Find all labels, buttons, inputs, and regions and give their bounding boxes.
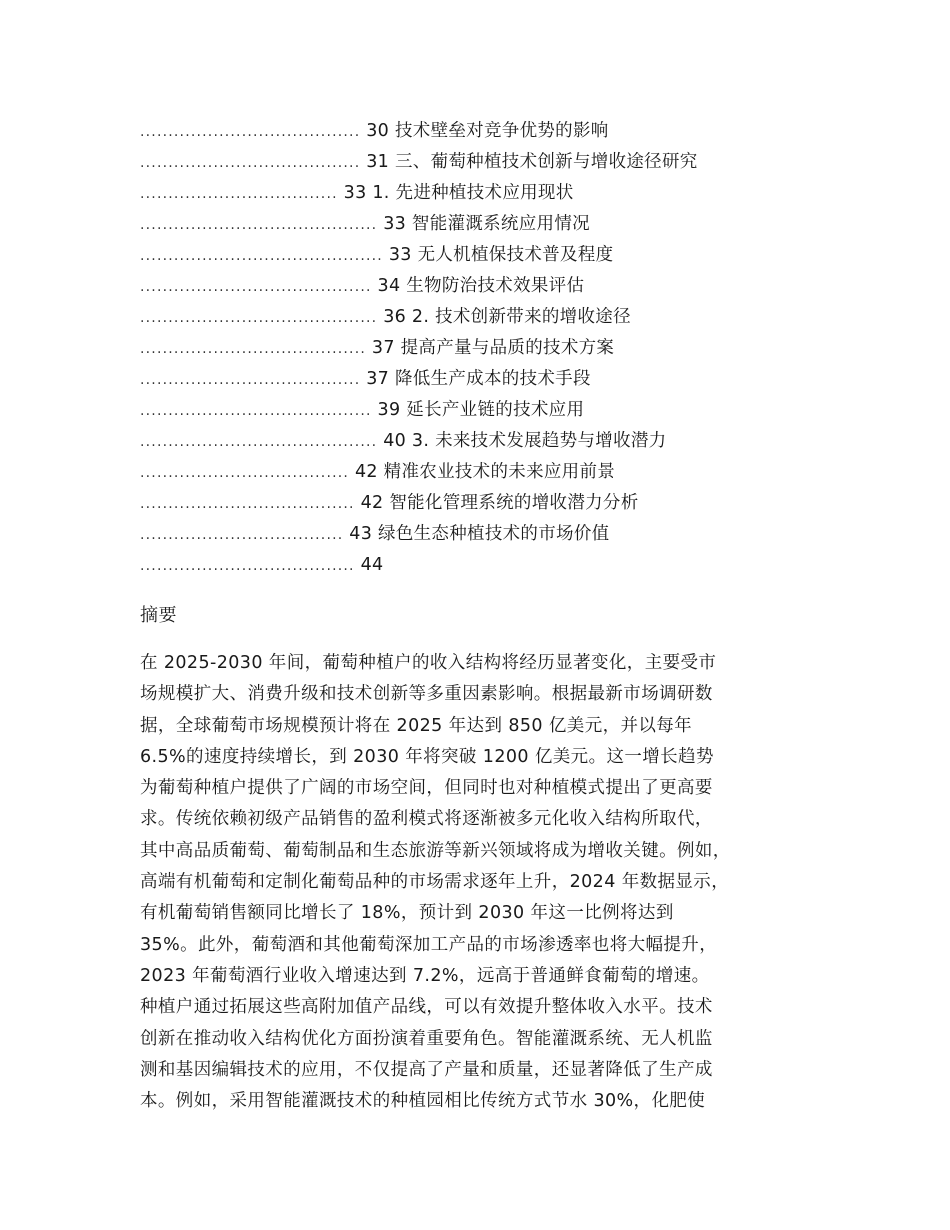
paragraph-line: 为葡萄种植户提供了广阔的市场空间，但同时也对种植模式提出了更高要: [140, 778, 713, 799]
section-heading-abstract: 摘要: [140, 605, 177, 626]
toc-entry[interactable]: [140, 271, 820, 302]
toc-entry-text: 33 1. 先进种植技术应用现状: [343, 183, 574, 203]
toc-entry[interactable]: [140, 426, 820, 457]
toc-entry[interactable]: [140, 364, 820, 395]
toc-entry[interactable]: [140, 488, 820, 519]
toc-entry[interactable]: [140, 302, 820, 333]
toc-leader-dots: .......................................: [140, 372, 361, 388]
paragraph-line: 有机葡萄销售额同比增长了 18%，预计到 2030 年这一比例将达到: [140, 903, 674, 924]
toc-entry[interactable]: [140, 178, 820, 209]
toc-entry[interactable]: [140, 147, 820, 178]
toc-entry[interactable]: [140, 209, 820, 240]
toc-entry[interactable]: [140, 550, 820, 581]
paragraph-line: 据，全球葡萄市场规模预计将在 2025 年达到 850 亿美元，并以每年: [140, 715, 693, 736]
paragraph-line: 高端有机葡萄和定制化葡萄品种的市场需求逐年上升，2024 年数据显示，: [140, 872, 730, 893]
toc-entry-text: 43 绿色生态种植技术的市场价值: [349, 524, 610, 544]
paragraph-line: 种植户通过拓展这些高附加值产品线，可以有效提升整体收入水平。技术: [140, 997, 713, 1018]
paragraph-line: 求。传统依赖初级产品销售的盈利模式将逐渐被多元化收入结构所取代，: [140, 809, 713, 830]
paragraph-line: 本。例如，采用智能灌溉技术的种植园相比传统方式节水 30%，化肥使: [140, 1091, 706, 1112]
toc-entry[interactable]: [140, 519, 820, 550]
toc-leader-dots: ........................................: [140, 341, 367, 357]
toc-entry-text: 30 技术壁垒对竞争优势的影响: [366, 121, 609, 141]
paragraph-line: 其中高品质葡萄、葡萄制品和生态旅游等新兴领域将成为增收关键。例如，: [140, 840, 731, 861]
toc-entry-text: 37 提高产量与品质的技术方案: [371, 338, 615, 358]
paragraph-line: 35%。此外，葡萄酒和其他葡萄深加工产品的市场渗透率也将大幅提升，: [140, 934, 718, 955]
toc-entry-text: 40 3. 未来技术发展趋势与增收潜力: [383, 431, 667, 451]
toc-leader-dots: ..........................................: [140, 434, 378, 450]
toc-entry-text: 42 智能化管理系统的增收潜力分析: [360, 493, 639, 513]
paragraph-line: 创新在推动收入结构优化方面扮演着重要角色。智能灌溉系统、无人机监: [140, 1028, 713, 1049]
toc-leader-dots: .......................................: [140, 124, 361, 140]
toc-entry-text: 33 无人机植保技术普及程度: [388, 245, 614, 265]
toc-entry[interactable]: [140, 457, 820, 488]
toc-leader-dots: ....................................: [140, 527, 344, 543]
toc-leader-dots: ..........................................: [140, 310, 378, 326]
toc-entry-text: 39 延长产业链的技术应用: [377, 400, 585, 420]
toc-leader-dots: ...................................: [140, 186, 338, 202]
toc-entry-text: 33 智能灌溉系统应用情况: [383, 214, 590, 234]
paragraph-line: 6.5%的速度持续增长，到 2030 年将突破 1200 亿美元。这一增长趋势: [140, 746, 714, 767]
toc-leader-dots: ......................................: [140, 558, 355, 574]
toc-entry[interactable]: [140, 116, 820, 147]
toc-entry[interactable]: [140, 333, 820, 364]
toc-entry-text: 31 三、葡萄种植技术创新与增收途径研究: [366, 152, 698, 172]
paragraph-line: 测和基因编辑技术的应用，不仅提高了产量和质量，还显著降低了生产成: [140, 1059, 713, 1080]
toc-leader-dots: .......................................: [140, 155, 361, 171]
paragraph-line: 在 2025-2030 年间，葡萄种植户的收入结构将经历显著变化，主要受市: [140, 653, 717, 673]
paragraph-line: 场规模扩大、消费升级和技术创新等多重因素影响。根据最新市场调研数: [140, 684, 713, 705]
toc-leader-dots: .....................................: [140, 465, 350, 481]
toc-leader-dots: ..........................................: [140, 217, 378, 233]
toc-entry-text: 36 2. 技术创新带来的增收途径: [383, 307, 631, 327]
toc-leader-dots: .........................................: [140, 279, 372, 295]
abstract-body: [140, 648, 830, 1117]
toc-leader-dots: ......................................: [140, 496, 355, 512]
table-of-contents: [140, 116, 820, 581]
toc-leader-dots: ...........................................: [140, 248, 383, 264]
toc-entry[interactable]: [140, 240, 820, 271]
toc-entry[interactable]: [140, 395, 820, 426]
paragraph-line: 2023 年葡萄酒行业收入增速达到 7.2%，远高于普通鲜食葡萄的增速。: [140, 965, 710, 986]
toc-entry-text: 37 降低生产成本的技术手段: [366, 369, 591, 389]
toc-entry-text: 42 精准农业技术的未来应用前景: [354, 462, 616, 482]
toc-entry-text: 44: [360, 555, 384, 575]
toc-leader-dots: .........................................: [140, 403, 372, 419]
toc-entry-text: 34 生物防治技术效果评估: [377, 276, 585, 296]
